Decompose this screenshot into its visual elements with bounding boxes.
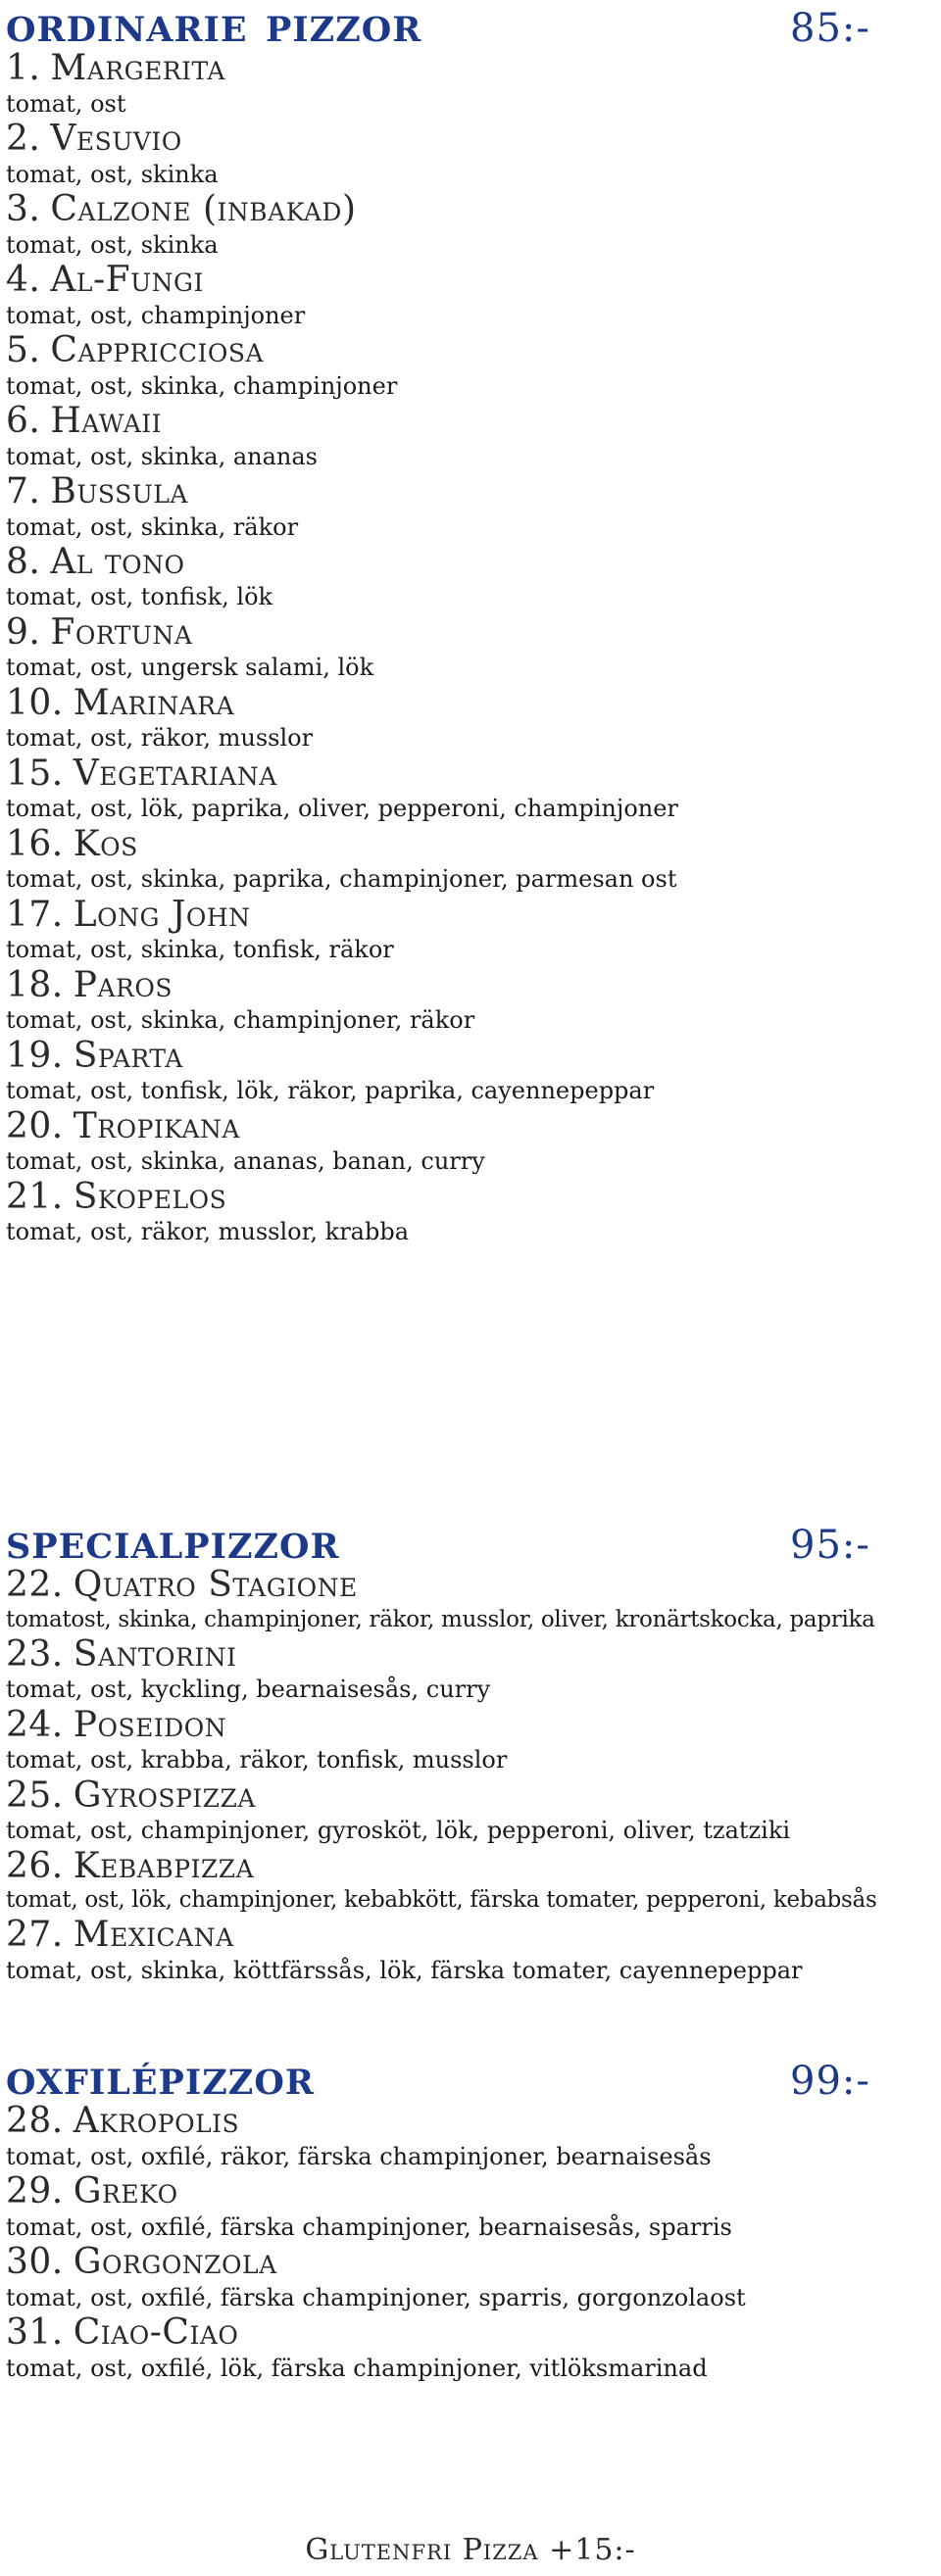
section-oxfile — [6, 2048, 927, 2384]
item-number: 19. — [6, 1035, 64, 1076]
item-title: Al-Fungi — [50, 259, 204, 300]
menu-item — [6, 1107, 927, 1178]
item-list — [6, 2102, 927, 2384]
item-ingredients: tomat, ost, skinka, champinjoner, räkor — [6, 1006, 475, 1035]
menu-item — [6, 261, 927, 331]
section-header — [6, 2048, 927, 2106]
item-ingredients: tomat, ost, skinka, köttfärssås, lök, färska tomater, cayennepeppar — [6, 1956, 803, 1984]
menu-item — [6, 120, 927, 190]
item-ingredients: tomat, ost, räkor, musslor, krabba — [6, 1218, 410, 1246]
item-ingredients: tomat, ost, oxfilé, lök, färska champinjoner, vitlöksmarinad — [6, 2354, 708, 2382]
item-title: Al tono — [50, 541, 185, 582]
item-number: 8. — [6, 541, 41, 582]
item-ingredients: tomat, ost, oxfilé, färska champinjoner, bearnaisesås, sparris — [6, 2212, 732, 2241]
item-number: 20. — [6, 1105, 64, 1146]
item-title: Hawaii — [50, 400, 163, 441]
item-name — [6, 2243, 927, 2282]
item-name — [6, 402, 927, 441]
item-ingredients: tomat, ost, oxfilé, räkor, färska champinjoner, bearnaisesås — [6, 2142, 712, 2170]
item-number: 24. — [6, 1704, 64, 1745]
item-ingredients: tomat, ost, ungersk salami, lök — [6, 654, 374, 682]
item-title: Vegetariana — [73, 753, 277, 794]
item-title: Calzone (inbakad) — [50, 188, 357, 229]
section-title: oxfilépizzor — [6, 2048, 315, 2106]
item-title: Kos — [73, 823, 138, 864]
item-title: Fortuna — [50, 611, 193, 653]
item-number: 10. — [6, 682, 64, 723]
item-title: Tropikana — [73, 1105, 240, 1146]
menu-item — [6, 1635, 927, 1706]
item-title: Bussula — [50, 470, 188, 511]
item-ingredients: tomat, ost, räkor, musslor — [6, 724, 314, 753]
item-number: 22. — [6, 1565, 64, 1605]
item-name — [6, 472, 927, 511]
menu-item — [6, 1916, 927, 1986]
item-ingredients: tomat, ost, skinka, ananas — [6, 442, 318, 470]
item-number: 3. — [6, 188, 41, 229]
item-ingredients: tomat, ost, tonfisk, lök — [6, 583, 273, 611]
item-title: Cappricciosa — [50, 329, 265, 370]
section-price: 99:- — [790, 2059, 870, 2104]
item-list — [6, 49, 927, 1248]
item-ingredients: tomat, ost, champinjoner — [6, 301, 306, 329]
item-number: 23. — [6, 1633, 64, 1675]
item-ingredients: tomat, ost, oxfilé, färska champinjoner, sparris, gorgonzolaost — [6, 2283, 746, 2311]
section-special — [6, 1512, 927, 1986]
item-number: 17. — [6, 894, 64, 935]
item-name — [6, 613, 927, 653]
item-title: Skopelos — [73, 1176, 227, 1217]
item-number: 21. — [6, 1176, 64, 1217]
item-ingredients: tomat, ost, lök, paprika, oliver, pepperoni, champinjoner — [6, 795, 678, 823]
menu-item — [6, 49, 927, 120]
section-ordinarie — [6, 0, 927, 1248]
item-title: Greko — [73, 2170, 178, 2211]
gluten-free-note: Glutenfri Pizza +15:- — [305, 2533, 636, 2567]
item-number: 6. — [6, 400, 41, 441]
item-name — [6, 120, 927, 159]
menu-item — [6, 684, 927, 754]
menu-item — [6, 1566, 927, 1635]
item-name — [6, 543, 927, 582]
item-number: 27. — [6, 1915, 64, 1956]
item-number: 18. — [6, 964, 64, 1005]
item-ingredients: tomat, ost, tonfisk, lök, räkor, paprika, cayennepeppar — [6, 1077, 655, 1105]
menu-item — [6, 896, 927, 966]
item-number: 4. — [6, 259, 41, 300]
item-title: Sparta — [73, 1035, 183, 1076]
section-price: 95:- — [790, 1523, 870, 1568]
item-title: Poseidon — [73, 1704, 227, 1745]
item-title: Paros — [73, 964, 173, 1005]
menu-item — [6, 2172, 927, 2243]
section-title: ordinarie pizzor — [6, 0, 422, 53]
item-name — [6, 754, 927, 794]
section-price: 85:- — [790, 6, 870, 51]
menu-item — [6, 1847, 927, 1917]
menu-item — [6, 754, 927, 825]
item-ingredients: tomat, ost, skinka, räkor — [6, 512, 299, 541]
item-number: 1. — [6, 48, 41, 88]
item-name — [6, 190, 927, 229]
menu-item — [6, 2102, 927, 2172]
menu-item — [6, 1178, 927, 1248]
item-name — [6, 1178, 927, 1217]
item-name — [6, 1107, 927, 1146]
item-ingredients: tomat, ost, skinka, paprika, champinjoner, parmesan ost — [6, 865, 677, 894]
item-title: Gyrospizza — [73, 1774, 256, 1816]
item-title: Vesuvio — [50, 118, 182, 159]
item-title: Gorgonzola — [73, 2241, 277, 2282]
item-name — [6, 966, 927, 1005]
section-header — [6, 0, 927, 53]
item-number: 28. — [6, 2101, 64, 2141]
item-ingredients: tomat, ost, champinjoner, gyrosköt, lök, pepperoni, oliver, tzatziki — [6, 1817, 791, 1845]
item-number: 31. — [6, 2311, 64, 2353]
item-number: 5. — [6, 329, 41, 370]
item-number: 7. — [6, 470, 41, 511]
item-name — [6, 1776, 927, 1816]
item-ingredients: tomat, ost, skinka, champinjoner — [6, 371, 398, 400]
menu-item — [6, 825, 927, 896]
item-ingredients: tomat, ost, lök, champinjoner, kebabkött, färska tomater, pepperoni, kebabsås — [6, 1887, 877, 1914]
menu-item — [6, 331, 927, 402]
menu-item — [6, 2243, 927, 2313]
item-ingredients: tomat, ost — [6, 89, 126, 118]
item-name — [6, 896, 927, 935]
item-list — [6, 1566, 927, 1986]
item-name — [6, 261, 927, 300]
item-title: Akropolis — [73, 2101, 240, 2141]
menu-item — [6, 543, 927, 613]
item-title: Margerita — [50, 48, 225, 88]
menu-item — [6, 190, 927, 261]
item-number: 15. — [6, 753, 64, 794]
item-number: 29. — [6, 2170, 64, 2211]
item-number: 26. — [6, 1845, 64, 1886]
item-name — [6, 1037, 927, 1076]
item-name — [6, 825, 927, 864]
item-title: Kebabpizza — [73, 1845, 255, 1886]
menu-item — [6, 613, 927, 684]
item-ingredients: tomat, ost, krabba, räkor, tonfisk, musslor — [6, 1746, 508, 1774]
section-title: specialpizzor — [6, 1512, 340, 1570]
item-ingredients: tomat, ost, kyckling, bearnaisesås, curry — [6, 1676, 491, 1704]
item-name — [6, 1566, 927, 1605]
menu-item — [6, 1706, 927, 1776]
item-title: Long John — [73, 894, 251, 935]
menu-item — [6, 402, 927, 472]
item-number: 2. — [6, 118, 41, 159]
item-name — [6, 2172, 927, 2211]
item-name — [6, 331, 927, 370]
item-name — [6, 684, 927, 723]
menu-item — [6, 472, 927, 543]
item-number: 9. — [6, 611, 41, 653]
item-name — [6, 1847, 927, 1886]
item-name — [6, 2313, 927, 2353]
item-title: Marinara — [73, 682, 235, 723]
item-title: Ciao-Ciao — [73, 2311, 239, 2353]
item-name — [6, 1635, 927, 1675]
item-title: Mexicana — [73, 1915, 234, 1956]
menu-item — [6, 1776, 927, 1847]
item-number: 25. — [6, 1774, 64, 1816]
menu-item — [6, 966, 927, 1037]
item-ingredients: tomat, ost, skinka — [6, 230, 219, 259]
item-name — [6, 49, 927, 88]
item-ingredients: tomatost, skinka, champinjoner, räkor, musslor, oliver, kronärtskocka, paprika — [6, 1606, 875, 1632]
menu-item — [6, 1037, 927, 1107]
item-name — [6, 1916, 927, 1955]
section-header — [6, 1512, 927, 1570]
item-number: 30. — [6, 2241, 64, 2282]
item-ingredients: tomat, ost, skinka — [6, 160, 219, 188]
item-ingredients: tomat, ost, skinka, ananas, banan, curry — [6, 1147, 485, 1176]
item-name — [6, 1706, 927, 1745]
menu-item — [6, 2313, 927, 2384]
item-ingredients: tomat, ost, skinka, tonfisk, räkor — [6, 936, 394, 964]
item-number: 16. — [6, 823, 64, 864]
item-title: Quatro Stagione — [73, 1565, 358, 1605]
item-title: Santorini — [73, 1633, 237, 1675]
item-name — [6, 2102, 927, 2141]
